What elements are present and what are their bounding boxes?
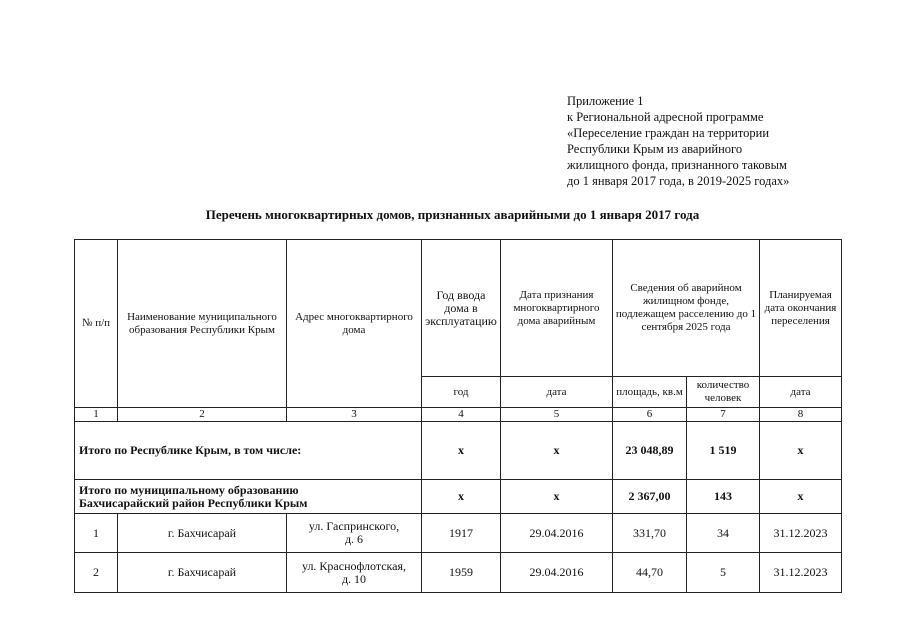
column-number: 6: [613, 408, 687, 422]
subheader-people: количество человек: [687, 377, 760, 408]
row-address: [287, 553, 422, 593]
header-num: № п/п: [75, 240, 118, 408]
row-planned: 31.12.2023: [760, 553, 842, 593]
subheader-area: площадь, кв.м: [613, 377, 687, 408]
total-republic-planned: x: [760, 422, 842, 480]
column-number: 7: [687, 408, 760, 422]
row-date: 29.04.2016: [501, 553, 613, 593]
table-row: [75, 553, 842, 593]
row-address-line: ул. Краснофлотская,: [301, 558, 407, 573]
column-number: 1: [75, 408, 118, 422]
document-title: Перечень многоквартирных домов, признанных аварийными до 1 января 2017 года: [205, 207, 700, 222]
row-address-line: д. 10: [341, 571, 367, 586]
subheader-date2: дата: [760, 377, 842, 408]
total-republic-people: 1 519: [687, 422, 760, 480]
appendix-line: «Переселение граждан на территории: [567, 126, 770, 140]
column-number-row: [75, 408, 842, 422]
row-name: г. Бахчисарай: [118, 514, 287, 553]
row-date: 29.04.2016: [501, 514, 613, 553]
header-address: Адрес многоквартирного дома: [287, 240, 422, 408]
row-address-line: д. 6: [344, 532, 364, 546]
table-row: [75, 514, 842, 553]
total-municipal-planned: x: [760, 480, 842, 514]
row-year: 1917: [422, 514, 501, 553]
row-num: 2: [75, 553, 118, 593]
total-republic-area: 23 048,89: [613, 422, 687, 480]
appendix-line: к Региональной адресной программе: [567, 110, 764, 124]
row-name: г. Бахчисарай: [118, 553, 287, 593]
column-number: 8: [760, 408, 842, 422]
row-area: 44,70: [613, 553, 687, 593]
appendix-line: Приложение 1: [567, 94, 644, 108]
header-date-recognition: Дата признания многоквартирного дома аварийным: [501, 240, 613, 377]
total-republic-label: Итого по Республике Крым, в том числе:: [75, 422, 422, 480]
row-area: 331,70: [613, 514, 687, 553]
total-municipal-row: [75, 480, 842, 514]
subheader-year: год: [422, 377, 501, 408]
header-planned: Планируемая дата окончания переселения: [760, 240, 842, 377]
column-number: 5: [501, 408, 613, 422]
appendix-line: жилищного фонда, признанного таковым: [567, 158, 787, 172]
total-republic-row: [75, 422, 842, 480]
total-municipal-area: 2 367,00: [613, 480, 687, 514]
total-municipal-date: x: [501, 480, 613, 514]
total-municipal-year: x: [422, 480, 501, 514]
subheader-date: дата: [501, 377, 613, 408]
row-address: [287, 514, 422, 553]
total-municipal-label-line: Бахчисарайский район Республики Крым: [79, 495, 308, 510]
total-republic-year: x: [422, 422, 501, 480]
row-people: 34: [687, 514, 760, 553]
row-num: 1: [75, 514, 118, 553]
total-municipal-label-line: Итого по муниципальному образованию: [79, 482, 299, 497]
total-municipal-label: [75, 480, 422, 514]
row-year: 1959: [422, 553, 501, 593]
row-planned: 31.12.2023: [760, 514, 842, 553]
header-row: [75, 240, 842, 377]
header-info: Сведения об аварийном жилищном фонде, подлежащем расселению до 1 сентября 2025 года: [613, 240, 760, 377]
column-number: 2: [118, 408, 287, 422]
houses-table: [74, 239, 842, 593]
total-republic-date: x: [501, 422, 613, 480]
column-number: 4: [422, 408, 501, 422]
header-year-intro: Год ввода дома в эксплуатацию: [422, 240, 501, 377]
total-municipal-people: 143: [687, 480, 760, 514]
appendix-block: [567, 93, 867, 189]
appendix-line: Республики Крым из аварийного: [567, 142, 743, 156]
appendix-line: до 1 января 2017 года, в 2019-2025 годах»: [567, 174, 790, 188]
row-people: 5: [687, 553, 760, 593]
header-name: Наименование муниципального образования Республики Крым: [118, 240, 287, 408]
row-address-line: ул. Гаспринского,: [308, 519, 400, 533]
column-number: 3: [287, 408, 422, 422]
